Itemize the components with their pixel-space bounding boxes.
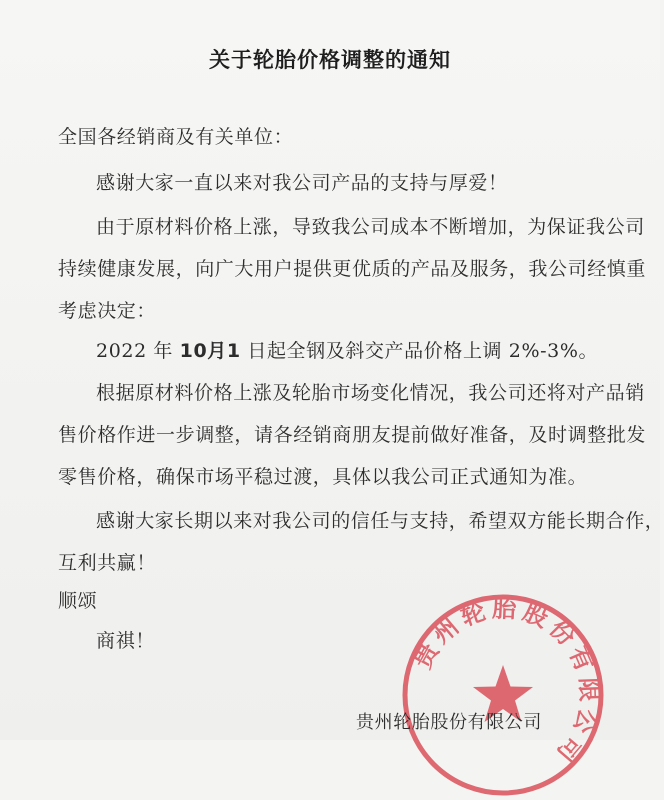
decision-year: 2022 年 (96, 340, 180, 362)
paragraph-adjust-line-2: 售价格作进一步调整，请各经销商朋友提前做好准备，及时调整批发 (58, 424, 647, 446)
paragraph-adjust-line-1: 根据原材料价格上涨及轮胎市场变化情况，我公司还将对产品销 (96, 382, 645, 404)
paragraph-adjust-line-3: 零售价格，确保市场平稳过渡，具体以我公司正式通知为准。 (58, 466, 588, 488)
closing-greeting: 顺颂 (58, 590, 98, 612)
paragraph-cooperation-line-2: 互利共赢！ (58, 552, 157, 574)
closing-wish: 商祺！ (96, 630, 155, 652)
paragraph-thanks: 感谢大家一直以来对我公司产品的支持与厚爱！ (96, 172, 508, 194)
paragraph-reason-line-2: 持续健康发展，向广大用户提供更优质的产品及服务，我公司经慎重 (58, 258, 647, 280)
company-seal (398, 590, 608, 800)
salutation: 全国各经销商及有关单位： (58, 126, 294, 148)
company-signature: 贵州轮胎股份有限公司 (356, 712, 542, 733)
document-title: 关于轮胎价格调整的通知 (209, 47, 451, 72)
paragraph-cooperation-line-1: 感谢大家长期以来对我公司的信任与支持，希望双方能长期合作， (96, 510, 664, 532)
decision-date: 10月1 (179, 340, 241, 362)
paragraph-reason-line-1: 由于原材料价格上涨，导致我公司成本不断增加，为保证我公司 (96, 216, 645, 238)
decision-rest: 日起全钢及斜交产品价格上调 2%-3%。 (240, 340, 599, 362)
price-decision (96, 336, 598, 363)
seal-arc-text: 贵州轮胎股份有限公司 (408, 594, 604, 772)
paragraph-reason-line-3: 考虑决定： (58, 300, 157, 322)
